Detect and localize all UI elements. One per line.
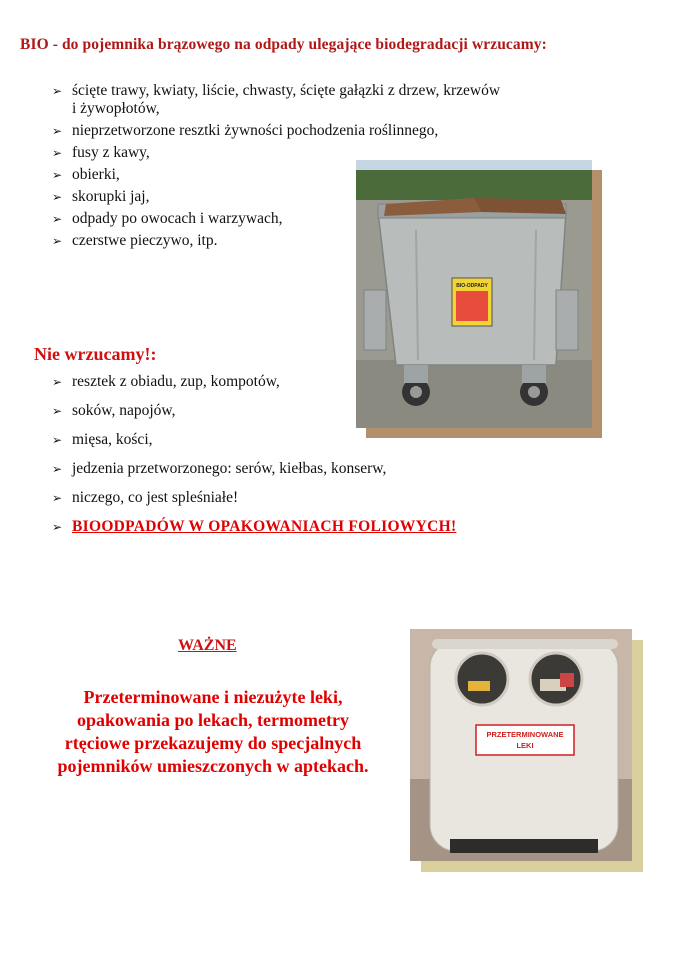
arrow-bullet-icon: ➢ [52,462,63,476]
medicine-bin-photo [410,629,632,861]
arrow-bullet-icon: ➢ [52,375,63,389]
arrow-bullet-icon: ➢ [52,84,63,98]
list-item-continuation: i żywopłotów, [72,100,160,117]
list-item: ➢ niczego, co jest spleśniałe! [52,489,239,506]
label-line-2: LEKI [516,741,534,750]
list-item: ➢ czerstwe pieczywo, itp. [52,232,218,249]
arrow-bullet-icon: ➢ [52,234,63,248]
list-item: ➢ odpady po owocach i warzywach, [52,210,283,227]
bin-sticker-text: BIO-ODPADY [456,283,488,289]
arrow-bullet-icon: ➢ [52,212,63,226]
important-notice: Przeterminowane i niezużyte leki, opakowania po lekach, termometry rtęciowe przekazujemy do specjalnych pojemników umieszczonych w aptekach. [57,687,369,776]
list-item-warning: ➢ BIOODPADÓW W OPAKOWANIACH FOLIOWYCH! [52,518,457,535]
arrow-bullet-icon: ➢ [52,146,63,160]
arrow-bullet-icon: ➢ [52,124,63,138]
not-allowed-heading: Nie wrzucamy!: [34,344,157,364]
arrow-bullet-icon: ➢ [52,168,63,182]
list-item: ➢ skorupki jaj, [52,188,150,205]
list-item: ➢ ścięte trawy, kwiaty, liście, chwasty, ścięte gałązki z drzew, krzewów [52,82,501,99]
medicine-bin-illustration [410,629,632,861]
not-allowed-list [52,373,612,547]
arrow-bullet-icon: ➢ [52,491,63,505]
list-item: ➢ obierki, [52,166,120,183]
arrow-bullet-icon: ➢ [52,404,63,418]
list-item: ➢ soków, napojów, [52,402,176,419]
page-title: BIO - do pojemnika brązowego na odpady ulegające biodegradacji wrzucamy: [20,36,547,53]
list-item: ➢ nieprzetworzone resztki żywności pochodzenia roślinnego, [52,122,439,139]
arrow-bullet-icon: ➢ [52,190,63,204]
list-item: ➢ fusy z kawy, [52,144,150,161]
arrow-bullet-icon: ➢ [52,520,63,534]
important-heading: WAŻNE [178,637,237,654]
label-line-1: PRZETERMINOWANE [486,730,564,739]
list-item: ➢ mięsa, kości, [52,431,153,448]
list-item: ➢ resztek z obiadu, zup, kompotów, [52,373,280,390]
arrow-bullet-icon: ➢ [52,433,63,447]
list-item: ➢ jedzenia przetworzonego: serów, kiełbas, konserw, [52,460,387,477]
